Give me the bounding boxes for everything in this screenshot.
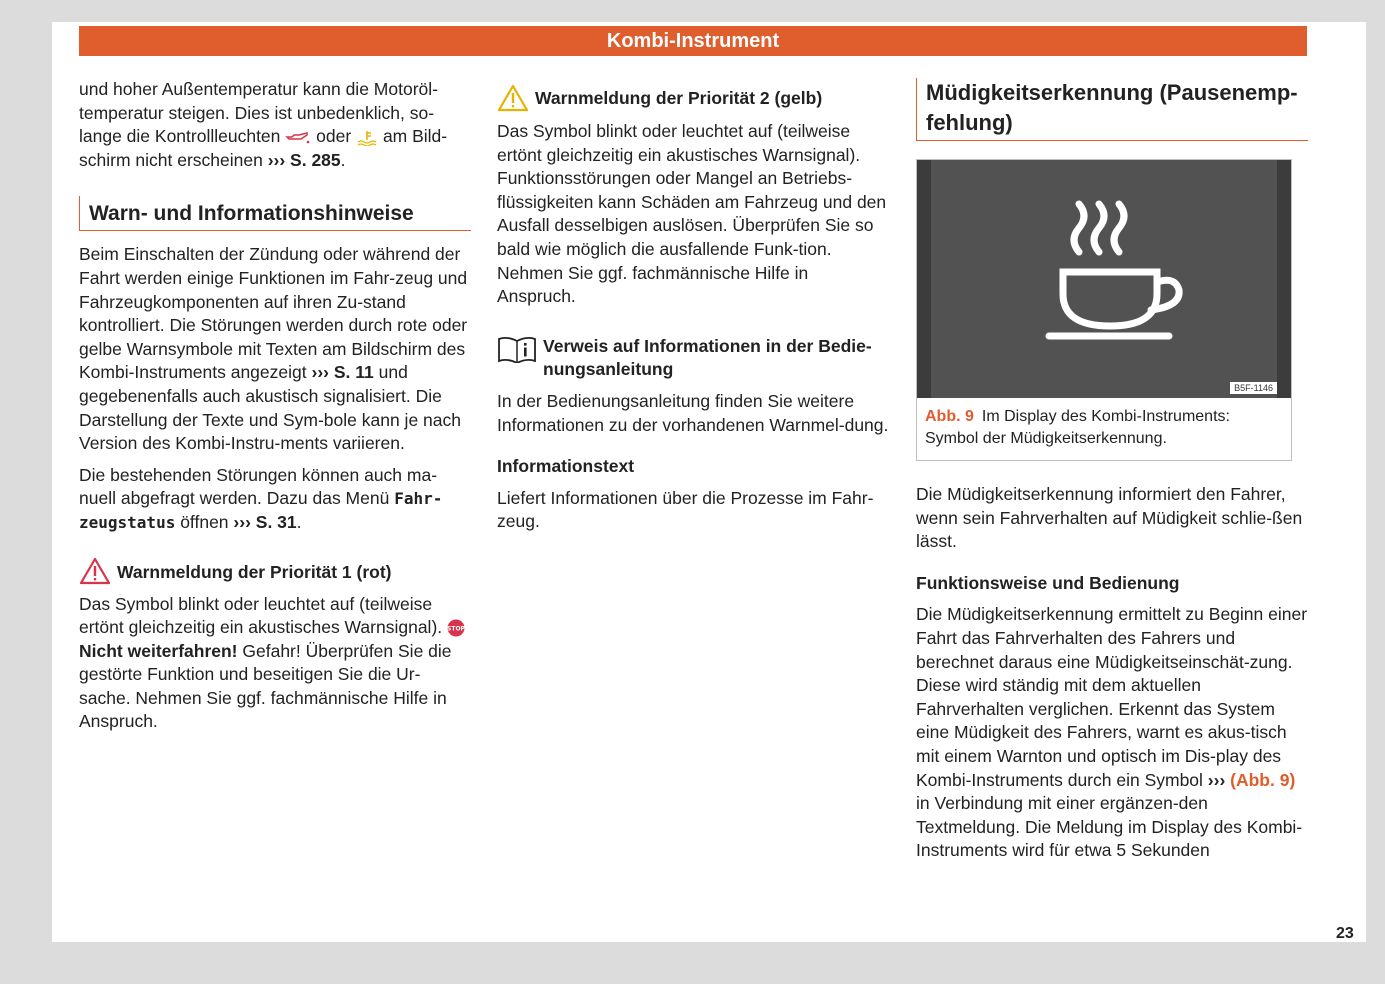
figure-code: B5F-1146 — [1230, 382, 1277, 394]
page-number: 23 — [1336, 925, 1354, 942]
oil-pressure-icon — [285, 131, 311, 145]
yellow-warning-triangle-icon — [497, 84, 529, 112]
column-left — [79, 78, 471, 742]
red-warning-triangle-icon — [79, 557, 111, 585]
coolant-temperature-icon — [356, 130, 378, 146]
warning-priority-2-heading: Warnmeldung der Priorität 2 (gelb) — [497, 84, 889, 112]
section-heading-fatigue: Müdigkeitserkennung (Pausenemp-fehlung) — [916, 78, 1308, 141]
coffee-cup-icon — [931, 160, 1277, 398]
page-reference-link[interactable]: ››› S. 285 — [267, 149, 341, 170]
figure-9 — [916, 159, 1292, 461]
warning-priority-1-heading: Warnmeldung der Priorität 1 (rot) — [79, 557, 471, 585]
menu-name: Fahr-zeugstatus — [79, 489, 443, 532]
info-text-paragraph: Liefert Informationen über die Prozesse im Fahr-zeug. — [497, 487, 874, 532]
figure-reference-link[interactable]: (Abb. 9) — [1230, 769, 1296, 790]
warning-priority-1-text: Das Symbol blinkt oder leuchtet auf (teilweise ertönt gleichzeitig ein akustisches Warnsignal). STOP Nicht weiterfahren! Gefahr! Überprüfen Sie die gestörte Funktion und beseitigen Sie die Ur-sache. Nehmen Sie ggf. fachmännische Hilfe in Anspruch. — [79, 593, 465, 732]
column-right — [916, 78, 1308, 871]
svg-text:STOP: STOP — [447, 625, 465, 633]
section-header: Kombi-Instrument — [79, 26, 1307, 56]
book-info-icon — [497, 335, 537, 363]
warning-priority-2-text: Das Symbol blinkt oder leuchtet auf (teilweise ertönt gleichzeitig ein akustisches Warnsignal). Funktionsstörungen oder Mangel an Betriebs-flüssigkeiten kann Schäden am Fahrzeug und den Ausfall desselbigen auslösen. Überprüfen Sie so bald wie möglich die ausfallende Funk-tion. Nehmen Sie ggf. fachmännische Hilfe in Anspruch. — [497, 121, 887, 307]
figure-caption: Abb. 9 Im Display des Kombi-Instruments: Symbol der Müdigkeitserkennung. — [925, 408, 1230, 447]
display-illustration — [917, 160, 1291, 398]
info-text-heading: Informationstext — [497, 456, 635, 477]
section-heading-warnings: Warn- und Informationshinweise — [79, 196, 471, 231]
page-reference-link[interactable]: ››› S. 31 — [233, 511, 297, 532]
figure-label: Abb. 9 — [925, 408, 974, 425]
function-heading: Funktionsweise und Bedienung — [916, 572, 1180, 593]
intro-paragraph: und hoher Außentemperatur kann die Motoröl-temperatur steigen. Dies ist unbedenklich, so-lange die Kontrollleuchten oder am Bild-schirm nicht erscheinen ››› S. 285. — [79, 79, 448, 170]
fatigue-intro-paragraph: Die Müdigkeitserkennung informiert den Fahrer, wenn sein Fahrverhalten auf Müdigkeit schlie-ßen lässt. — [916, 484, 1303, 552]
page-reference-link[interactable]: ››› S. 11 — [311, 362, 374, 383]
column-middle — [497, 84, 889, 542]
warnings-paragraph: Beim Einschalten der Zündung oder während der Fahrt werden einige Funktionen im Fahr-zeug und Fahrzeugkomponenten auf ihren Zu-stand kontrolliert. Die Störungen werden durch rote oder gelbe Warnsymbole mit Texten am Bildschirm des Kombi-Instruments angezeigt ››› S. 11 und gegebenenfalls auch akustisch signalisiert. Die Darstellung der Texte und Sym-bole kann je nach Version des Kombi-Instru-ments variieren. — [79, 244, 468, 454]
manual-reference-text: In der Bedienungsanleitung finden Sie weitere Informationen zu der vorhandenen Warnmel-dung. — [497, 390, 889, 435]
function-paragraph: Die Müdigkeitserkennung ermittelt zu Beginn einer Fahrt das Fahrverhalten des Fahrers und berechnet daraus eine Müdigkeitseinschät-zung. Diese wird ständig mit dem aktuellen Fahrverhalten verglichen. Erkennt das System eine Müdigkeit des Fahrers, warnt es akus-tisch mit einem Warnton und optisch im Dis-play des Kombi-Instruments durch ein Symbol ››› (Abb. 9) in Verbindung mit einer ergänzen-den Textmeldung. Die Meldung im Display des Kombi-Instruments wird für etwa 5 Sekunden — [916, 604, 1308, 861]
manual-reference-heading: Verweis auf Informationen in der Bedie-nungsanleitung — [497, 335, 889, 382]
status-paragraph: Die bestehenden Störungen können auch ma-nuell abgefragt werden. Dazu das Menü Fahr-zeugstatus öffnen ››› S. 31. — [79, 464, 443, 532]
stop-icon — [447, 619, 465, 637]
